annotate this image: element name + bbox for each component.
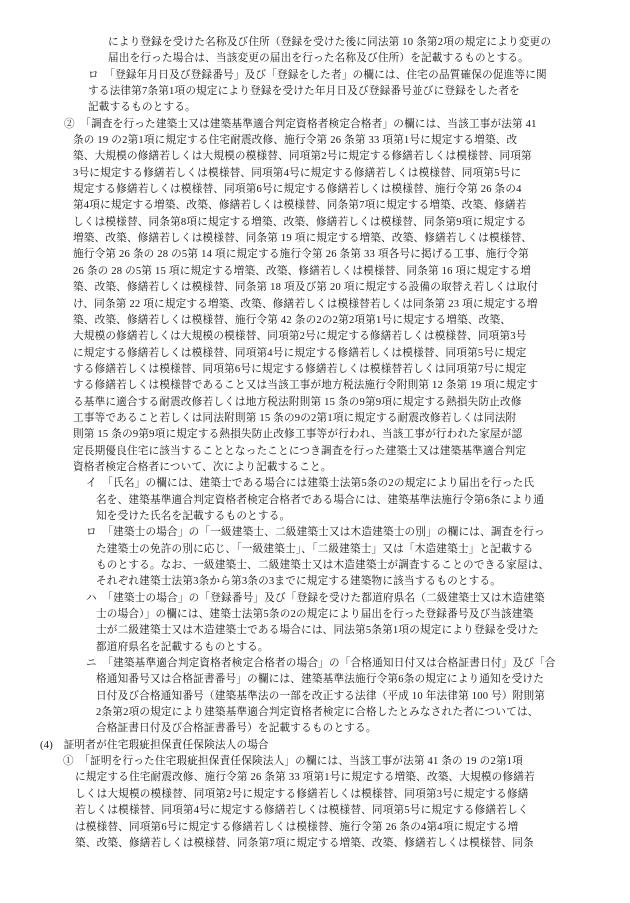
- text-line: 都道府県名を記載するものとする。: [96, 641, 269, 653]
- text-line: 届出を行った場合は、当該変更の届出を行った名称及び住所）を記載するものとする。: [108, 53, 529, 65]
- text-line: 3号に規定する修繕若しくは模様替、同項第4号に規定する修繕若しくは模様替、同項第5号に: [73, 167, 522, 179]
- text-line: 名を、建築基準適合判定資格者検定合格者である場合には、建築基準法施行令第6条により通: [96, 494, 545, 506]
- text-line: 築、大規模の修繕若しくは大規模の模様替、同項第2号に規定する修繕若しくは模様替、同項第: [73, 151, 532, 163]
- text-line: 2条第2項の規定により建築基準適合判定資格者検定に合格したとみなされた者については、: [96, 707, 539, 719]
- text-line: 築、改築、修繕若しくは模様替、施行令第 42 条の2の2第2項第1号に規定する増築、改築、: [73, 314, 512, 326]
- text-line: 築、改築、修繕若しくは模様替、同条第7項に規定する増築、改築、修繕若しくは模様替、同条: [75, 837, 534, 849]
- text-line: 合格証書日付及び合格証書番号）を記載するものとする。: [96, 723, 377, 735]
- text-line: 記載するものとする。: [88, 102, 196, 114]
- text-line: する法律第7条第1項の規定により登録を受けた年月日及び登録番号並びに登録をした者を: [88, 86, 520, 98]
- text-line: た建築士の免許の別に応じ、「一級建築士」、「二級建築士」又は「木造建築士」と記載する: [96, 543, 534, 555]
- text-line: ニ 「建築基準適合判定資格者検定合格者の場合」の「合格通知日付又は合格証書日付」及び「合: [86, 658, 556, 670]
- text-line: に規定する修繕若しくは模様替、同項第4号に規定する修繕若しくは模様替、同項第5号に規定: [73, 347, 527, 359]
- text-line: る基準に適合する耐震改修若しくは地方税法附則第 15 条の9第9項に規定する熱損失防止改修: [73, 396, 522, 408]
- text-line: しくは大規模の模様替、同項第2号に規定する修繕若しくは模様替、同項第3号に規定する修繕: [75, 788, 529, 800]
- text-line: する修繕若しくは模様替、同項第6号に規定する修繕若しくは模様替若しくは同項第7号に規定: [73, 363, 527, 375]
- text-line: 知を受けた氏名を記載するものとする。: [96, 510, 291, 522]
- text-line: ② 「調査を行った建築士又は建築基準適合判定資格者検定合格者」の欄には、当該工事が法第 41: [64, 118, 537, 130]
- text-line: ものとする。なお、一級建築士、二級建築士又は木造建築士が調査することのできる家屋は、: [96, 560, 550, 571]
- text-line: 若しくは模様替、同項第4号に規定する修繕若しくは模様替、同項第5号に規定する修繕若しく: [75, 805, 529, 817]
- text-line: それぞれ建築士法第3条から第3条の3までに規定する建築物に該当するものとする。: [96, 576, 502, 588]
- text-line: する修繕若しくは模様替であること又は当該工事が地方税法施行令附則第 12 条第 19 項に規定す: [73, 380, 539, 392]
- text-line: ロ 「登録年月日及び登録番号」及び「登録をした者」の欄には、住宅の品質確保の促進等に関: [88, 69, 547, 81]
- text-line: ロ 「建築士の場合」の「一級建築士、二級建築士又は木造建築士の別」の欄には、調査を行っ: [86, 527, 545, 539]
- text-line: に規定する住宅耐震改修、施行令第 26 条第 33 項第1号に規定する増築、改築、大規模の修繕若: [75, 772, 535, 784]
- text-line: 士が二級建築士又は木造建築士である場合には、同法第5条第1項の規定により登録を受けた: [96, 625, 539, 637]
- text-line: 規定する修繕若しくは模様替、同項第6号に規定する修繕若しくは模様替、施行令第 26 条の4: [73, 184, 522, 196]
- text-line: 築、改築、修繕若しくは模様替、同条第 18 項及び第 20 項に規定する設備の取替え若しくは取付: [73, 282, 539, 294]
- document-body: [0, 35, 630, 852]
- text-line: 定長期優良住宅に該当することとなったことにつき調査を行った建築士又は建築基準適合判定: [73, 445, 527, 457]
- text-line: 則第 15 条の9第9項に規定する熱損失防止改修工事等が行われ、当該工事が行われた家屋が認: [73, 429, 523, 441]
- text-line: 大規模の修繕若しくは大規模の模様替、同項第2号に規定する修繕若しくは模様替、同項第3号: [73, 331, 527, 343]
- text-line: は模様替、同項第6号に規定する修繕若しくは模様替、施行令第 26 条の4第4項に規定する増: [75, 821, 519, 833]
- text-line: (4) 証明者が住宅瑕疵担保責任保険法人の場合: [40, 739, 269, 751]
- text-line: 日付及び合格通知番号（建築基準法の一部を改正する法律（平成 10 年法律第 100 号）附則第: [96, 690, 546, 702]
- text-line: 条の 19 の2第1項に規定する住宅耐震改修、施行令第 26 条第 33 項第1号に規定する増築、改: [73, 135, 518, 147]
- text-line: 士の場合）」の欄には、建築士法第5条の2の規定により届出を行った登録番号及び当該建築: [96, 609, 534, 621]
- text-line: 増築、改築、修繕若しくは模様替、同条第 19 項に規定する増築、改築、修繕若しくは模様替、: [73, 233, 533, 245]
- text-line: 工事等であること若しくは同法附則第 15 条の9の2第1項に規定する耐震改修若しくは同法附: [73, 412, 517, 424]
- text-line: しくは模様替、同条第8項に規定する増築、改築、修繕若しくは模様替、同条第9項に規定する: [73, 216, 527, 228]
- text-line: け、同条第 22 項に規定する増築、改築、修繕若しくは模様替若しくは同条第 23 項に規定する増: [73, 298, 538, 310]
- text-line: により登録を受けた名称及び住所（登録を受けた後に同法第 10 条第2項の規定により変更の: [108, 37, 552, 48]
- text-line: 第4項に規定する増築、改築、修繕若しくは模様替、同条第7項に規定する増築、改築、修繕若: [73, 200, 527, 212]
- text-line: 格通知番号又は合格証書番号」の欄には、建築基準法施行令第6条の規定により通知を受けた: [96, 674, 545, 686]
- text-line: イ 「氏名」の欄には、建築士である場合には建築士法第5条の2の規定により届出を行った氏: [86, 478, 535, 490]
- text-line: ハ 「建築士の場合」の「登録番号」及び「登録を受けた都道府県名（二級建築士又は木造建築: [86, 592, 545, 604]
- text-line: ① 「証明を行った住宅瑕疵担保責任保険法人」の欄には、当該工事が法第 41 条の 19 の2第1項: [63, 756, 524, 768]
- text-line: 施行令第 26 条の 28 の5第 14 項に規定する施行令第 26 条第 33 項各号に掲げる工事、施行令第: [73, 249, 529, 261]
- text-line: 26 条の 28 の5第 15 項に規定する増築、改築、修繕若しくは模様替、同条第 16 項に規定する増: [73, 265, 531, 277]
- text-line: 資格者検定合格者について、次により記載すること。: [73, 461, 332, 473]
